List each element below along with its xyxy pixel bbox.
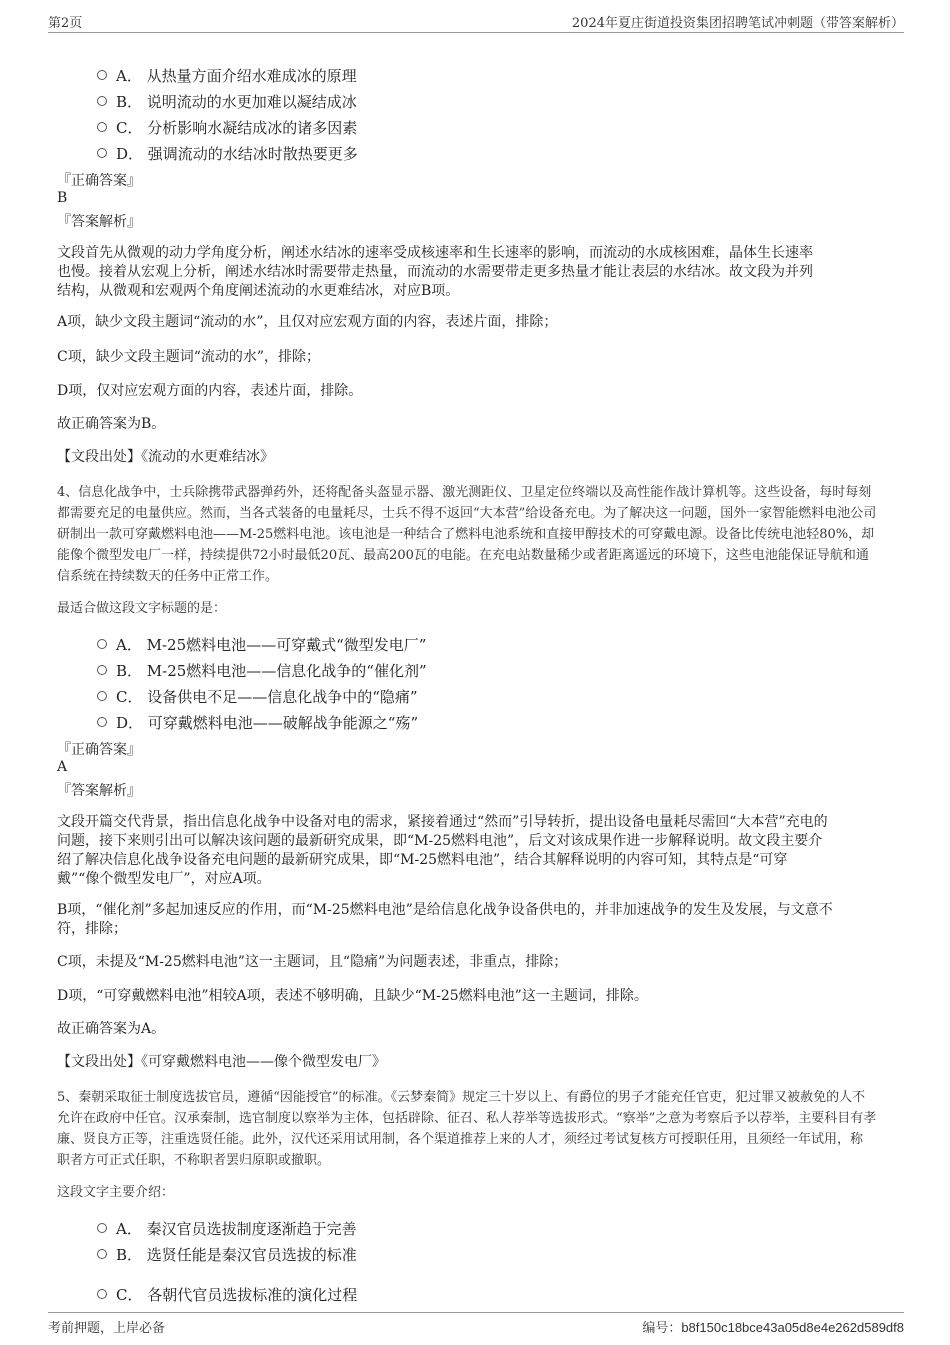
radio-icon[interactable] <box>97 96 107 106</box>
q4-analysis-line: 文段开篇交代背景，指出信息化战争中设备对电的需求，紧接着通过“然而”引导转折，提出设备电量耗尽需回“大本营”充电的 <box>57 814 828 830</box>
radio-icon[interactable] <box>97 717 107 727</box>
q4-stem-line: 能像个微型发电厂一样，持续提供72小时最低20瓦、最高200瓦的电能。在充电站数量稀少或者距离遥远的环境下，这些电池能保证导航和通 <box>57 548 869 563</box>
q3-analysis-line: 文段首先从微观的动力学角度分析，阐述水结冰的速率受成核速率和生长速率的影响，而流动的水成核困难，晶体生长速率 <box>57 245 813 261</box>
document-title: 2024年夏庄街道投资集团招聘笔试冲刺题（带答案解析） <box>571 16 904 31</box>
q5-stem-line: 5、秦朝采取征士制度选拔官员，遵循“因能授官”的标准。《云梦秦简》规定三十岁以上、有爵位的男子才能充任官吏，犯过罪又被赦免的人不 <box>57 1090 866 1105</box>
q3-answer-label: 『正确答案』 <box>57 173 141 189</box>
radio-icon[interactable] <box>97 148 107 158</box>
footer-slogan: 考前押题，上岸必备 <box>48 1321 166 1336</box>
q4-stem-line: 都需要充足的电量供应。然而，当各式装备的电量耗尽，士兵不得不返回“大本营”给设备充电。为了解决这一问题，国外一家智能燃料电池公司 <box>57 506 877 521</box>
q3-analysis-line: 结构，从微观和宏观两个角度阐述流动的水更难结冰，对应B项。 <box>57 283 460 299</box>
q4-analysis-line: 戴”“像个微型发电厂”，对应A项。 <box>57 871 271 887</box>
page-header <box>48 12 904 33</box>
q3-analysis-line: C项，缺少文段主题词“流动的水”，排除； <box>57 349 321 365</box>
radio-icon[interactable] <box>97 1249 107 1259</box>
q5-stem-line: 廉、贤良方正等，注重选贤任能。此外，汉代还采用试用制，各个渠道推荐上来的人才，须经过考试复核方可授职任用，且须经一年试用，称 <box>57 1132 864 1147</box>
q4-analysis-line: 问题，接下来则引出可以解决该问题的最新研究成果，即“M-25燃料电池”，后文对该成果作进一步解释说明。故文段主要介 <box>57 833 823 849</box>
page-footer <box>48 1312 904 1339</box>
q3-analysis-label: 『答案解析』 <box>57 214 141 230</box>
q4-prompt: 最适合做这段文字标题的是： <box>57 601 227 616</box>
serial-value: b8f150c18bce43a05d8e4e262d589df8 <box>681 1320 904 1335</box>
radio-icon[interactable] <box>97 122 107 132</box>
q3-answer: B <box>57 190 68 206</box>
q3-conclusion: 故正确答案为B。 <box>57 416 166 432</box>
q3-source: 【文段出处】《流动的水更难结冰》 <box>57 449 274 465</box>
q4-conclusion: 故正确答案为A。 <box>57 1021 166 1037</box>
q3-analysis-line: 也慢。接着从宏观上分析，阐述水结冰时需要带走热量，而流动的水需要带走更多热量才能让表层的水结冰。故文段为并列 <box>57 264 813 280</box>
q3-analysis-line: D项，仅对应宏观方面的内容，表述片面，排除。 <box>57 383 363 399</box>
q4-analysis-line: 绍了解决信息化战争设备充电问题的最新研究成果，即“M-25燃料电池”，结合其解释说明的内容可知，其特点是“可穿 <box>57 852 788 868</box>
q4-stem-line: 研制出一款可穿戴燃料电池——M-25燃料电池。该电池是一种结合了燃料电池系统和直接甲醇技术的可穿戴电源。设备比传统电池轻80%，却 <box>57 527 875 542</box>
q4-stem-line: 4、信息化战争中，士兵除携带武器弹药外，还将配备头盔显示器、激光测距仪、卫星定位终端以及高性能作战计算机等。这些设备，每时每刻 <box>57 485 872 500</box>
q5-stem-line: 职者方可正式任职，不称职者罢归原职或撤职。 <box>57 1153 331 1168</box>
q4-answer-label: 『正确答案』 <box>57 742 141 758</box>
q4-source: 【文段出处】《可穿戴燃料电池——像个微型发电厂》 <box>57 1054 386 1070</box>
radio-icon[interactable] <box>97 70 107 80</box>
radio-icon[interactable] <box>97 639 107 649</box>
radio-icon[interactable] <box>97 691 107 701</box>
q3-analysis-line: A项，缺少文段主题词“流动的水”，且仅对应宏观方面的内容，表述片面，排除； <box>57 314 558 330</box>
q4-analysis-label: 『答案解析』 <box>57 783 141 799</box>
radio-icon[interactable] <box>97 1289 107 1299</box>
q4-stem-line: 信系统在持续数天的任务中正常工作。 <box>57 569 279 584</box>
q4-analysis-line: B项，“催化剂”多起加速反应的作用，而“M-25燃料电池”是给信息化战争设备供电的，并非加速战争的发生及发展，与文意不 <box>57 902 833 918</box>
radio-icon[interactable] <box>97 665 107 675</box>
radio-icon[interactable] <box>97 1223 107 1233</box>
q4-analysis-line: 符，排除； <box>57 921 127 937</box>
q4-analysis-line: C项，未提及“M-25燃料电池”这一主题词，且“隐痛”为问题表述，非重点，排除； <box>57 954 568 970</box>
q4-answer: A <box>57 759 68 775</box>
q5-stem-line: 允许在政府中任官。汉承秦制，选官制度以察举为主体，包括辟除、征召、私人荐举等选拔形式。“察举”之意为考察后予以荐举，主要科目有孝 <box>57 1111 877 1126</box>
page-number: 第2页 <box>48 16 83 31</box>
serial-number <box>642 1317 904 1336</box>
q5-prompt: 这段文字主要介绍： <box>57 1185 175 1200</box>
serial-label: 编号： <box>642 1321 682 1336</box>
q4-analysis-line: D项，“可穿戴燃料电池”相较A项，表述不够明确，且缺少“M-25燃料电池”这一主题词，排除。 <box>57 988 648 1004</box>
